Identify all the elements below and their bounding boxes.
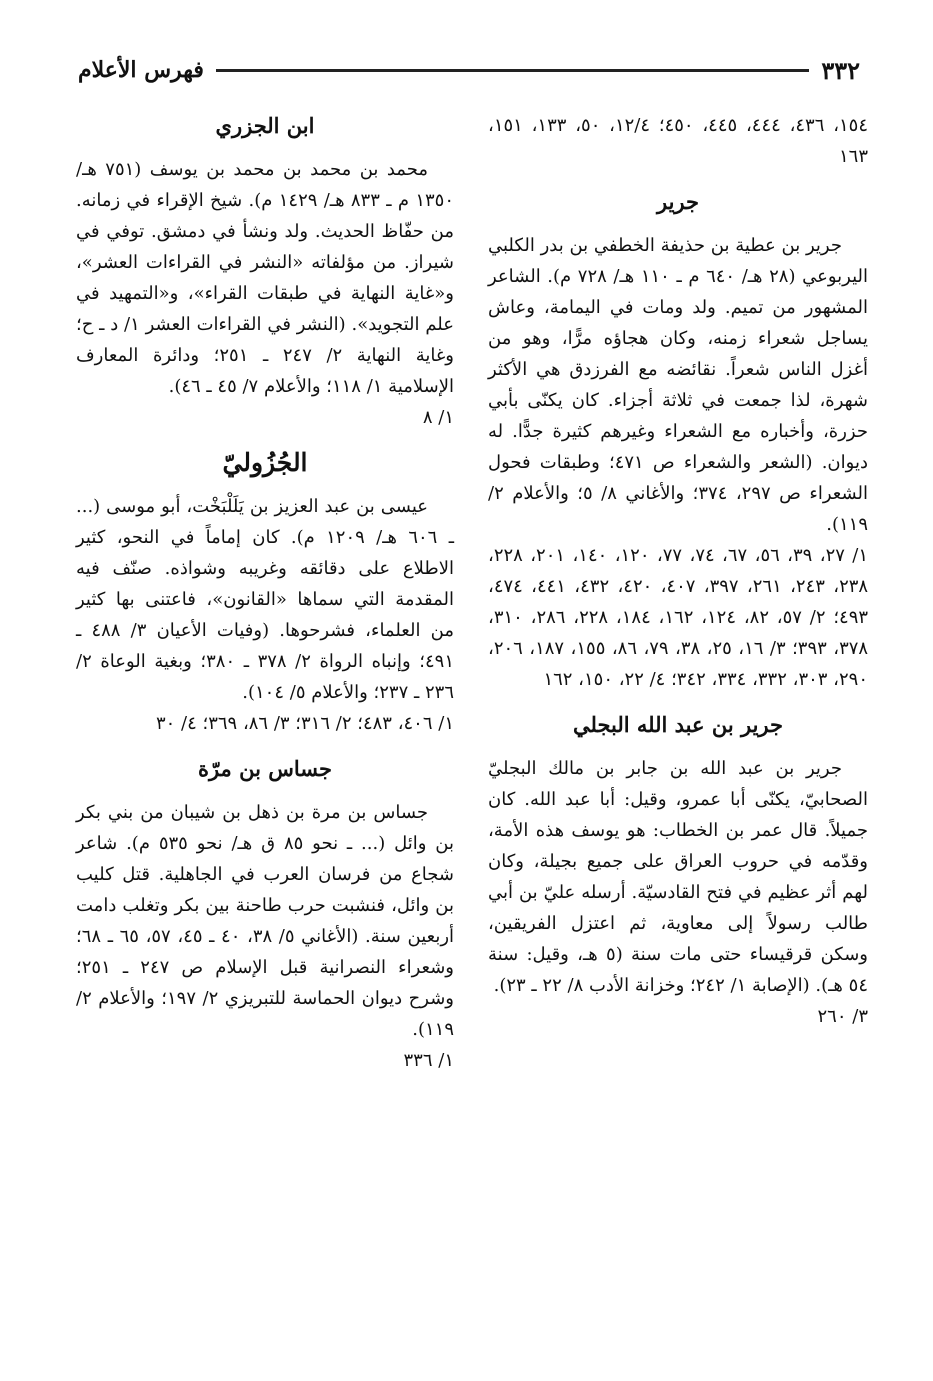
header-rule bbox=[216, 69, 809, 72]
running-title: فهرس الأعلام bbox=[78, 57, 204, 83]
entry-references: ١/ ٤٠٦، ٤٨٣؛ ٢/ ٣١٦؛ ٣/ ٨٦، ٣٦٩؛ ٤/ ٣٠ bbox=[155, 713, 454, 734]
entry-title: جرير بن عبد الله البجلي bbox=[573, 712, 783, 737]
entry-body: جرير بن عطية بن حذيفة الخطفي بن بدر الكلبي اليربوعي (٢٨ هـ/ ٦٤٠ م ـ ١١٠ هـ/ ٧٢٨ م). الشاعر المشهور من تميم. ولد ومات في اليمامة، وعاش يساجل شعراء زمنه، وكان هجاؤه مرًّا، وهو من أغزل الناس شعراً. نقائضه مع الفرزدق هي الأكثر شهرة، لذا جمعت في ثلاثة أجزاء. كان يكنّى بأبي حزرة، وأخباره مع الشعراء وغيرهم كثيرة جدًّا. له ديوان. (الشعر والشعراء ص ٤٧١؛ وطبقات فحول الشعراء ص ٢٩٧، ٣٧٤؛ والأغاني ٨/ ٥؛ والأعلام ٢/ ١١٩). bbox=[488, 235, 868, 535]
entry-body: عيسى بن عبد العزيز بن يَلَلْبَخْت، أبو موسى (... ـ ٦٠٦ هـ/ ١٢٠٩ م). كان إماماً في النحو، كثير الاطلاع على دقائقه وغريبه وشواذه. صنّف فيه المقدمة التي سماها «القانون»، فاعتنى بها كثير من العلماء، فشرحوها. (وفيات الأعيان ٣/ ٤٨٨ ـ ٤٩١؛ وإنباه الرواة ٢/ ٣٧٨ ـ ٣٨٠؛ وبغية الوعاة ٢/ ٢٣٦ ـ ٢٣٧؛ والأعلام ٥/ ١٠٤). bbox=[76, 496, 454, 703]
left-column bbox=[76, 110, 454, 1076]
page-header bbox=[78, 50, 860, 90]
entry-body: محمد بن محمد بن محمد بن يوسف (٧٥١ هـ/ ١٣٥٠ م ـ ٨٣٣ هـ/ ١٤٢٩ م). شيخ الإقراء في زمانه. من حفّاظ الحديث. ولد ونشأ في دمشق. توفي في شيراز. من مؤلفاته «النشر في القراءات العشر»، و«غاية النهاية في طبقات القراء»، و«التمهيد في علم التجويد». (النشر في القراءات العشر ١/ د ـ ح؛ وغاية النهاية ٢/ ٢٤٧ ـ ٢٥١؛ ودائرة المعارف الإسلامية ١/ ١١٨؛ والأعلام ٧/ ٤٥ ـ ٤٦). bbox=[76, 159, 455, 397]
entry-body: جساس بن مرة بن ذهل بن شيبان من بني بكر بن وائل (... ـ نحو ٨٥ ق هـ/ نحو ٥٣٥ م). شاعر شجاع من فرسان العرب في الجاهلية. قتل كليب بن وائل، فنشبت حرب طاحنة بين بكر وتغلب دامت أربعين سنة. (الأغاني ٥/ ٣٨، ٤٠ ـ ٤٥، ٥٧، ٦٥ ـ ٦٨؛ وشعراء النصرانية قبل الإسلام ص ٢٤٧ ـ ٢٥١؛ وشرح ديوان الحماسة للتبريزي ٢/ ١٩٧؛ والأعلام ٢/ ١١٩). bbox=[76, 802, 455, 1040]
entry-body: جرير بن عبد الله بن جابر بن مالك البجليّ الصحابيّ، يكنّى أبا عمرو، وقيل: أبا عبد الله. كان جميلاً. قال عمر بن الخطاب: هو يوسف هذه الأمة، وقدّمه في حروب العراق على جميع بجيلة، وكان لهم أثر عظيم في فتح القادسيّة. أرسله عليّ بن أبي طالب رسولاً إلى معاوية، ثم اعتزل الفريقين، وسكن قرقيساء حتى مات سنة (٥ هـ، وقيل: سنة ٥٤ هـ). (الإصابة ١/ ٢٤٢؛ وخزانة الأدب ٨/ ٢٢ ـ ٢٣). bbox=[488, 758, 868, 996]
entry-title: الجُزُوليّ bbox=[222, 448, 308, 477]
entry-references: ١/ ٢٧، ٣٩، ٥٦، ٦٧، ٧٤، ٧٧، ١٢٠، ١٤٠، ٢٠١، ٢٢٨، ٢٣٨، ٢٤٣، ٢٦١، ٣٩٧، ٤٠٧، ٤٢٠، ٤٣٢، ٤٤١، ٤٧٤، ٤٩٣؛ ٢/ ٥٧، ٨٢، ١٢٤، ١٦٢، ١٨٤، ٢٢٨، ٢٨٦، ٣١٠، ٣٧٨، ٣٩٣؛ ٣/ ١٦، ٢٥، ٣٨، ٧٩، ٨٦، ١٥٥، ١٨٧، ٢٠٦، ٢٩٠، ٣٠٣، ٣٣٢، ٣٣٤، ٣٤٢؛ ٤/ ٢٢، ١٥٠، ١٦٢ bbox=[488, 545, 869, 690]
entry-title: جساس بن مرّة bbox=[197, 756, 333, 781]
right-column bbox=[488, 110, 868, 1032]
entry-title: ابن الجزري bbox=[215, 113, 315, 138]
entry-title: جرير bbox=[657, 189, 699, 214]
page-number: ٣٣٢ bbox=[821, 55, 860, 85]
entry-references: ١/ ٨ bbox=[422, 407, 454, 428]
continued-references: ١٥٤، ٤٣٦، ٤٤٤، ٤٤٥، ٤٥٠؛ ١٢/٤، ٥٠، ١٣٣، ١٥١، ١٦٣ bbox=[488, 115, 869, 167]
entry-references: ١/ ٣٣٦ bbox=[403, 1050, 454, 1071]
entry-references: ٣/ ٢٦٠ bbox=[817, 1006, 868, 1027]
